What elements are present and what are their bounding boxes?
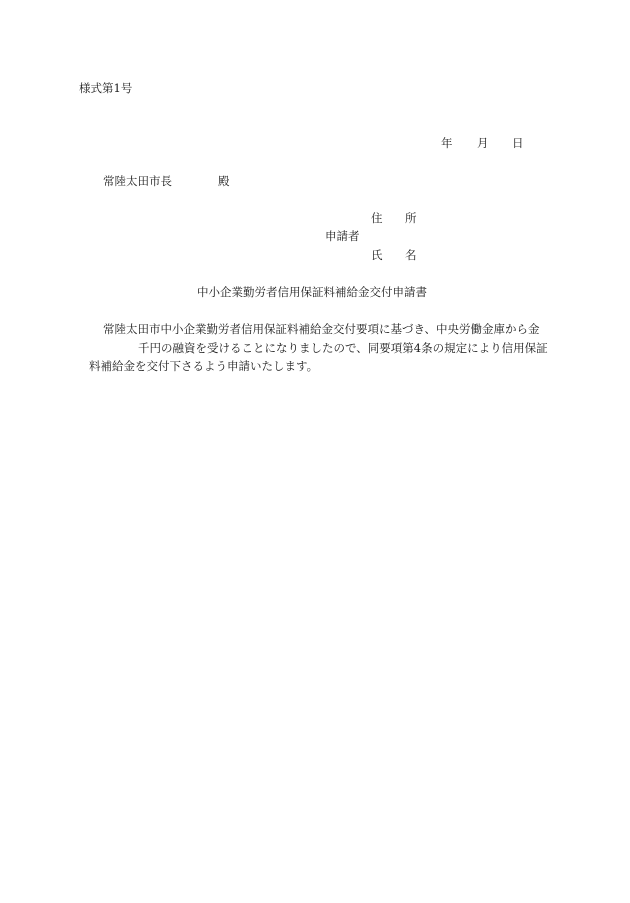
date-month-label: 月 bbox=[477, 136, 489, 150]
address-label-second-char: 所 bbox=[405, 211, 417, 225]
applicant-label: 申請者 bbox=[325, 229, 360, 243]
body-text-line-1: 常陸太田市中小企業勤労者信用保証料補給金交付要項に基づき、中央労働金庫から金 bbox=[103, 322, 540, 336]
body-text-line-3: 料補給金を交付下さるよう申請いたします。 bbox=[89, 359, 319, 373]
form-number: 様式第1号 bbox=[79, 81, 133, 95]
name-label-second-char: 名 bbox=[405, 248, 417, 262]
document-title: 中小企業勤労者信用保証料補給金交付申請書 bbox=[197, 285, 427, 299]
date-year-label: 年 bbox=[441, 136, 453, 150]
addressee-honorific: 殿 bbox=[218, 174, 230, 188]
body-text-line-2: 千円の融資を受けることになりましたので、同要項第4条の規定により信用保証 bbox=[138, 341, 548, 355]
date-day-label: 日 bbox=[512, 136, 524, 150]
addressee-name: 常陸太田市長 bbox=[103, 174, 172, 188]
address-label-first-char: 住 bbox=[371, 211, 383, 225]
name-label-first-char: 氏 bbox=[371, 248, 383, 262]
